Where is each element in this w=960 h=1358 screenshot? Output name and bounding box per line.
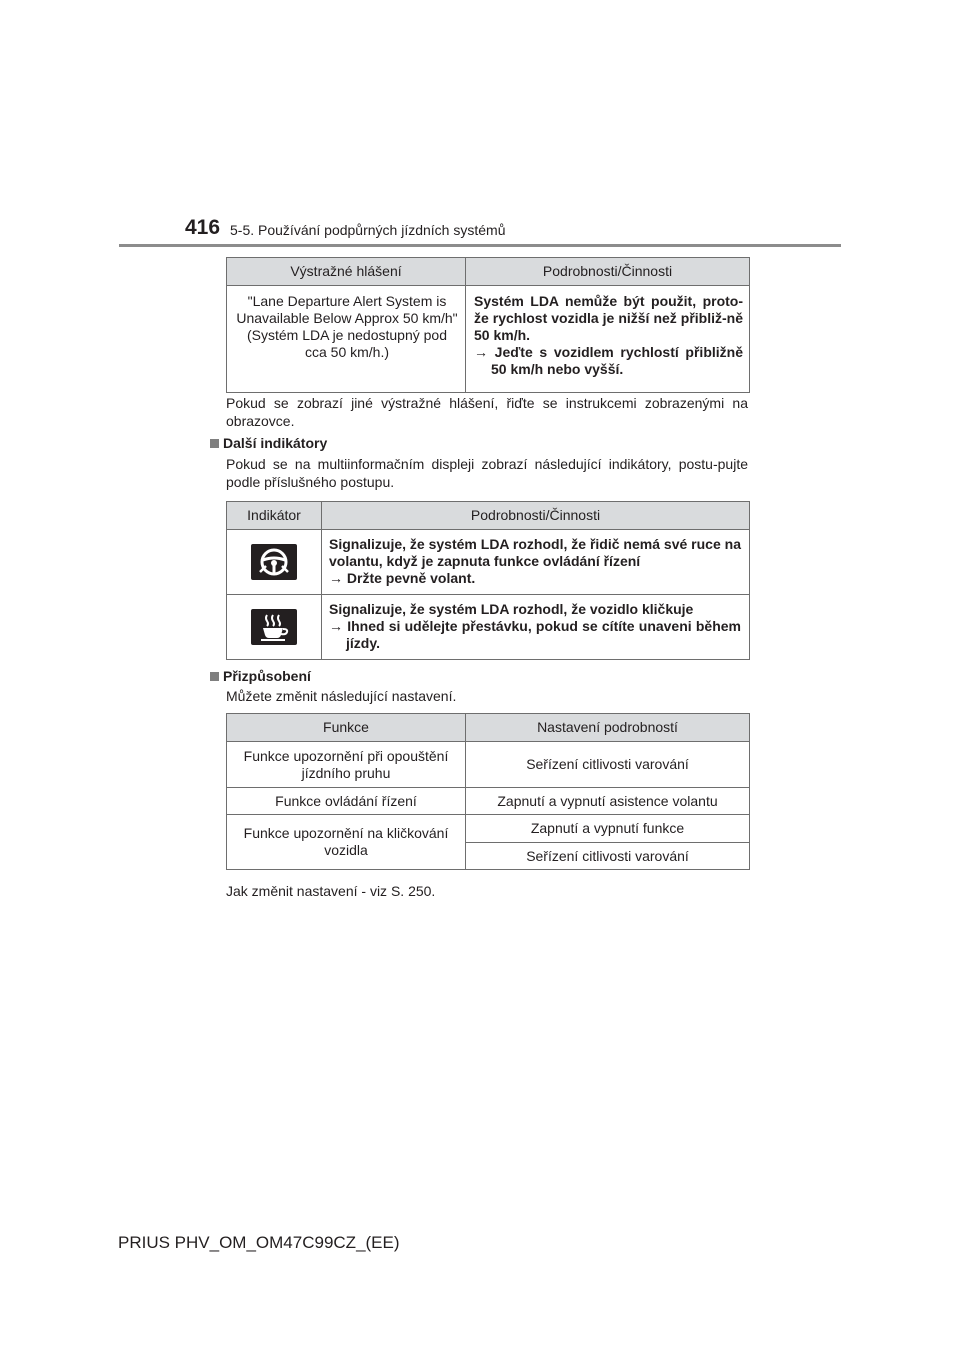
indicator-action-text: → Držte pevně volant.	[329, 570, 476, 586]
indicators-heading	[210, 434, 327, 452]
customization-heading-text: Přizpůsobení	[223, 668, 311, 684]
customization-table	[226, 713, 750, 870]
settings-reference: Jak změnit nastavení - viz S. 250.	[226, 883, 436, 899]
table-header-cell: Výstražné hlášení	[227, 258, 466, 286]
function-cell: Funkce upozornění při opouštění jízdního pruhu	[227, 742, 466, 788]
table-row	[227, 788, 750, 815]
coffee-cup-icon	[251, 609, 297, 645]
table-row	[227, 742, 750, 788]
setting-cell: Zapnutí a vypnutí funkce	[466, 815, 750, 843]
warning-action-text: → Jeďte s vozidlem rychlostí přibližně 50 km/h nebo vyšší.	[474, 344, 743, 377]
setting-cell: Seřízení citlivosti varování	[466, 843, 750, 870]
indicators-intro: Pokud se na multiinformačním displeji zobrazí následující indikátory, postu-pujte podle příslušného postupu.	[226, 456, 748, 490]
indicator-detail-cell	[322, 530, 750, 595]
page-number: 416	[185, 216, 221, 239]
hands-off-steering-wheel-icon	[251, 544, 297, 580]
indicator-detail-text: Signalizuje, že systém LDA rozhodl, že vozidlo kličkuje	[329, 601, 694, 617]
warning-message-cell: "Lane Departure Alert System is Unavailable Below Approx 50 km/h" (Systém LDA je nedostupný pod cca 50 km/h.)	[227, 286, 466, 393]
table-row	[227, 595, 750, 660]
indicator-detail-text: Signalizuje, že systém LDA rozhodl, že řidič nemá své ruce na volantu, když je zapnuta funkce ovládání řízení	[329, 536, 741, 569]
indicator-detail-cell	[322, 595, 750, 660]
table-header-cell: Podrobnosti/Činnosti	[322, 502, 750, 530]
indicator-action-text: → Ihned si udělejte přestávku, pokud se cítíte unaveni během jízdy.	[329, 618, 741, 651]
indicators-table	[226, 501, 750, 660]
table-header-cell: Nastavení podrobností	[466, 714, 750, 742]
function-cell: Funkce ovládání řízení	[227, 788, 466, 815]
section-title: 5-5. Používání podpůrných jízdních systémů	[230, 222, 506, 238]
setting-cell: Seřízení citlivosti varování	[466, 742, 750, 788]
indicators-heading-text: Další indikátory	[223, 435, 328, 451]
other-messages-paragraph: Pokud se zobrazí jiné výstražné hlášení, řiďte se instrukcemi zobrazenými na obrazovce.	[226, 395, 748, 429]
indicator-icon-cell	[227, 530, 322, 595]
warning-message-table	[226, 257, 750, 393]
table-header-cell: Podrobnosti/Činnosti	[466, 258, 750, 286]
warning-detail-cell	[466, 286, 750, 393]
header-rule	[119, 244, 841, 247]
indicator-icon-cell	[227, 595, 322, 660]
table-row	[227, 530, 750, 595]
document-footer: PRIUS PHV_OM_OM47C99CZ_(EE)	[118, 1233, 400, 1252]
table-header-cell: Funkce	[227, 714, 466, 742]
table-row	[227, 286, 750, 393]
section-bullet-icon	[210, 672, 219, 681]
setting-cell: Zapnutí a vypnutí asistence volantu	[466, 788, 750, 815]
function-cell: Funkce upozornění na kličkování vozidla	[227, 815, 466, 870]
section-bullet-icon	[210, 439, 219, 448]
warning-detail-text: Systém LDA nemůže být použit, proto-že rychlost vozidla je nižší než přibliž-ně 50 km/h.	[474, 293, 743, 343]
table-header-cell: Indikátor	[227, 502, 322, 530]
customization-heading	[210, 667, 311, 685]
customization-intro: Můžete změnit následující nastavení.	[226, 688, 457, 704]
table-row	[227, 815, 750, 843]
